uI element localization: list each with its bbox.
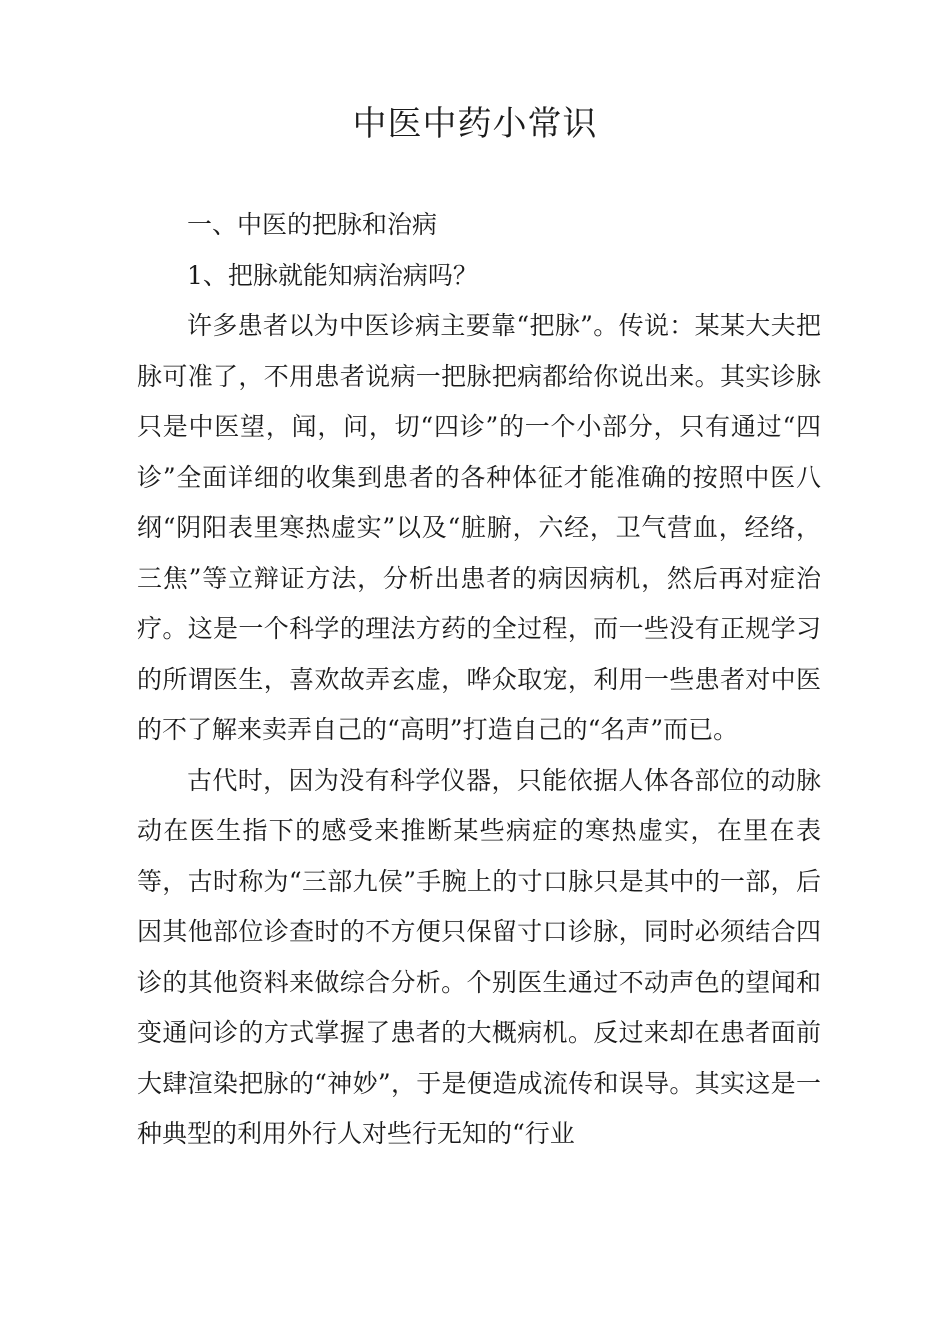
section-heading: 一、中医的把脉和治病	[187, 210, 438, 239]
paragraph-1: 许多患者以为中医诊病主要靠“把脉”。传说：某某大夫把脉可准了，不用患者说病一把脉把病都给你说出来。其实诊脉只是中医望，闻，问，切“四诊”的一个小部分，只有通过“四诊”全面详细的收集到患者的各种体征才能准确的按照中医八纲“阴阳表里寒热虚实”以及“脏腑，六经，卫气营血，经络，三焦”等立辩证方法，分析出患者的病因病机，然后再对症治疗。这是一个科学的理法方药的全过程，而一些没有正规学习的所谓医生，喜欢故弄玄虚，哗众取宠，利用一些患者对中医的不了解来卖弄自己的“高明”打造自己的“名声”而已。	[137, 311, 821, 744]
question-heading: 1、把脉就能知病治病吗？	[187, 260, 478, 290]
paragraph-2: 古代时，因为没有科学仪器，只能依据人体各部位的动脉动在医生指下的感受来推断某些病症的寒热虚实，在里在表等，古时称为“三部九侯”手腕上的寸口脉只是其中的一部，后因其他部位诊查时的不方便只保留寸口诊脉，同时必须结合四诊的其他资料来做综合分析。个别医生通过不动声色的望闻和变通问诊的方式掌握了患者的大概病机。反过来却在患者面前大肆渲染把脉的“神妙”，于是便造成流传和误导。其实这是一种典型的利用外行人对些行无知的“行业	[137, 765, 821, 1148]
document-body	[137, 200, 821, 1160]
document-title: 中医中药小常识	[352, 104, 598, 144]
